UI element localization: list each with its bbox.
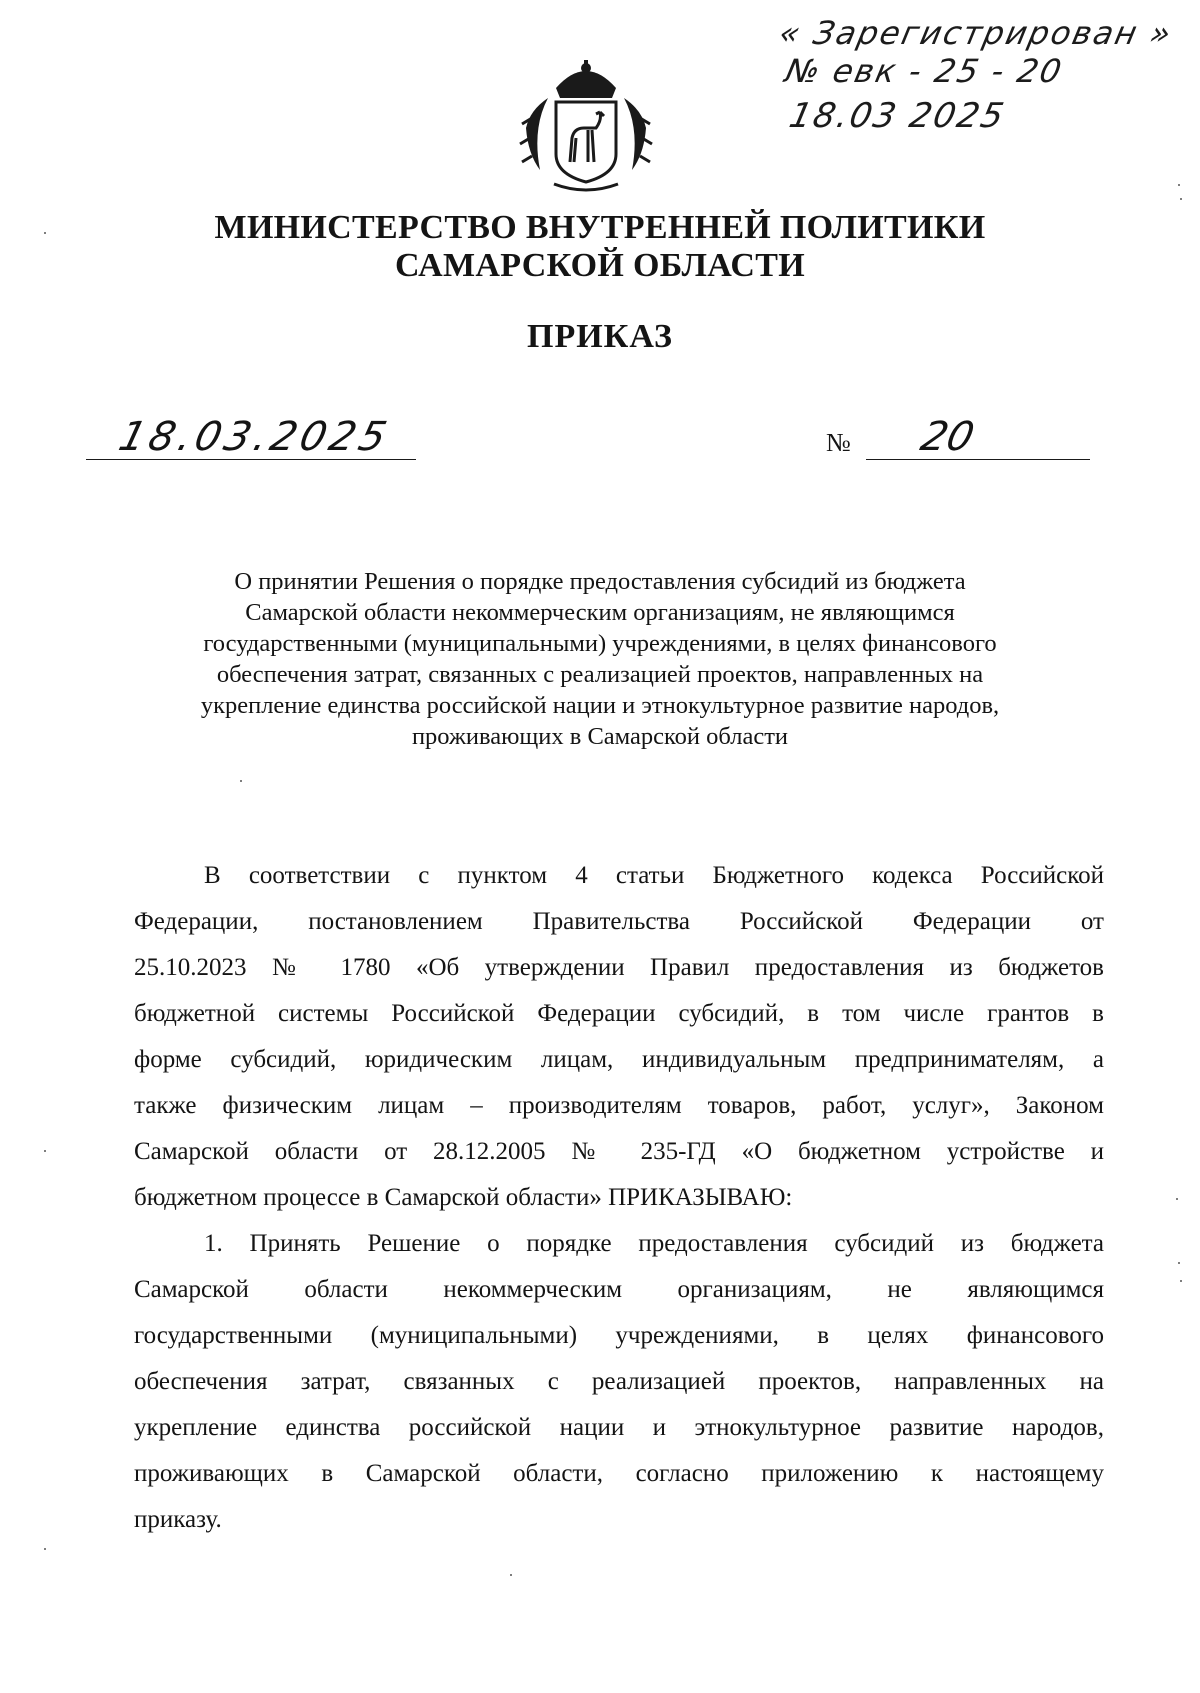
item1-line: проживающих в Самарской области, согласно приложению к настоящему [134,1460,1104,1487]
date-field [86,414,416,464]
subject-line: О принятии Решения о порядке предоставления субсидий из бюджета [234,568,966,595]
preamble-line: бюджетном процессе в Самарской области» ПРИКАЗЫВАЮ: [134,1184,793,1211]
registration-note-line-2: № евк - 25 - 20 [781,52,1067,90]
preamble-line: Федерации, постановлением Правительства Российской Федерации от [134,908,1104,935]
item1-line: Самарской области некоммерческим организациям, не являющимся [134,1276,1104,1303]
preamble-line: В соответствии с пунктом 4 статьи Бюджетного кодекса Российской [204,862,1104,889]
item1-line: обеспечения затрат, связанных с реализацией проектов, направленных на [134,1368,1104,1395]
scan-speck [1176,1198,1178,1200]
preamble-line: 25.10.2023 № 1780 «Об утверждении Правил предоставления из бюджетов [134,954,1104,981]
item1-line: укрепление единства российской нации и этнокультурное развитие народов, [134,1414,1104,1441]
preamble-line: Самарской области от 28.12.2005 № 235-ГД «О бюджетном устройстве и [134,1138,1104,1165]
scan-speck [1180,198,1182,200]
subject-line: обеспечения затрат, связанных с реализацией проектов, направленных на [216,661,984,688]
scan-speck [44,1548,46,1550]
registration-note-line-3: 18.03 2025 [785,96,1009,136]
scan-speck [1178,1262,1180,1264]
item1-line: 1. Принять Решение о порядке предоставления субсидий из бюджета [204,1230,1104,1257]
subject-line: Самарской области некоммерческим организациям, не являющимся [245,599,955,626]
scan-speck [44,232,46,234]
subject-line: проживающих в Самарской области [411,723,789,750]
document-type-title: ПРИКАЗ [527,318,673,355]
preamble-line: бюджетной системы Российской Федерации субсидий, в том числе грантов в [134,1000,1104,1027]
preamble-line: также физическим лицам – производителям товаров, работ, услуг», Законом [134,1092,1104,1119]
scan-speck [510,1574,512,1576]
date-underline [86,459,416,460]
number-underline [866,459,1090,460]
item1-line: приказу. [134,1506,222,1533]
handwritten-number: 20 [916,414,979,460]
registration-note-line-1: « Зарегистрирован » [775,14,1177,52]
coat-of-arms-emblem [518,58,654,198]
subject-line: государственными (муниципальными) учреждениями, в целях финансового [203,630,997,657]
number-field [866,414,1090,464]
item1-line: государственными (муниципальными) учреждениями, в целях финансового [134,1322,1104,1349]
scan-speck [44,1150,46,1152]
ministry-title-line-1: МИНИСТЕРСТВО ВНУТРЕННЕЙ ПОЛИТИКИ [214,209,986,246]
subject-line: укрепление единства российской нации и этнокультурное развитие народов, [200,692,1000,719]
scan-speck [1178,184,1180,186]
ministry-title-line-2: САМАРСКОЙ ОБЛАСТИ [394,247,806,284]
number-sign: № [826,428,851,457]
scan-speck [240,780,242,782]
handwritten-date: 18.03.2025 [114,414,395,460]
scan-speck [1180,1280,1182,1282]
preamble-line: форме субсидий, юридическим лицам, индивидуальным предпринимателям, а [134,1046,1104,1073]
order-subject [150,566,1050,752]
